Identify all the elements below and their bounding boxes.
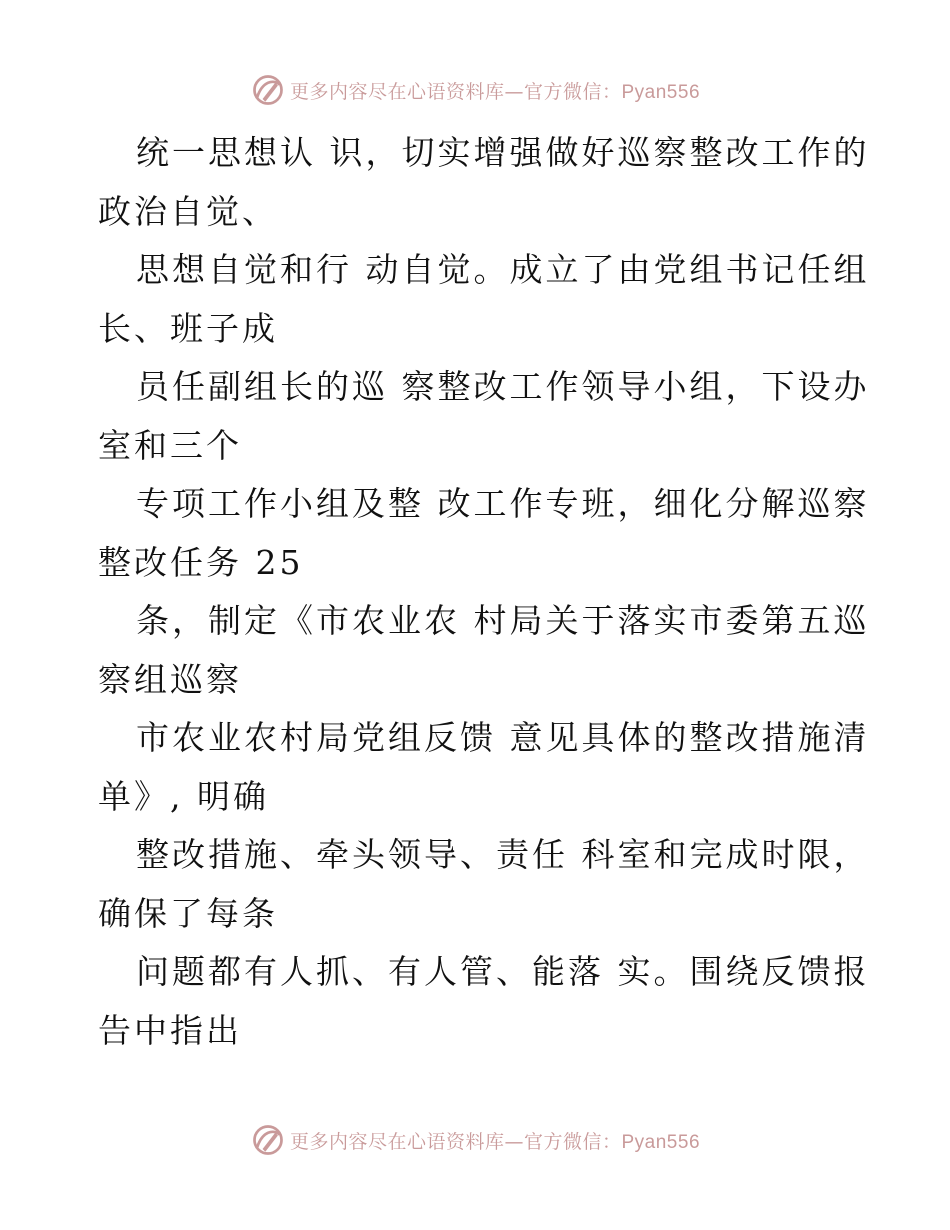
document-body (98, 124, 870, 1060)
watermark-code: Pyan556 (621, 1131, 701, 1153)
paragraph-line: 专项工作小组及整 改工作专班，细化分解巡察 (136, 484, 870, 523)
paragraph-line: 员任副组长的巡 察整改工作领导小组，下设办 (136, 367, 870, 406)
paragraph-line: 室和三个 (98, 425, 242, 465)
footer-watermark (0, 1122, 950, 1158)
pen-swirl-logo-icon (250, 1122, 286, 1158)
paragraph-line: 长、班子成 (98, 308, 278, 348)
paragraph-line: 条，制定《市农业农 村局关于落实市委第五巡 (136, 601, 870, 640)
paragraph-line: 政治自觉、 (98, 191, 278, 231)
paragraph-line: 告中指出 (98, 1010, 242, 1050)
paragraph-line: 确保了每条 (98, 893, 278, 933)
pen-swirl-logo-icon (250, 72, 286, 108)
watermark-code: Pyan556 (621, 81, 701, 103)
watermark-text: 更多内容尽在心语资料库—官方微信：Pyan556 (289, 1130, 701, 1153)
paragraph-line: 单》, 明确 (98, 776, 269, 816)
header-watermark (0, 72, 950, 108)
paragraph-line: 统一思想认 识，切实增强做好巡察整改工作的 (136, 133, 870, 172)
paragraph-line: 市农业农村局党组反馈 意见具体的整改措施清 (136, 718, 870, 757)
watermark-text: 更多内容尽在心语资料库—官方微信：Pyan556 (289, 80, 701, 103)
paragraph-line: 整改措施、牵头领导、责任 科室和完成时限， (136, 835, 870, 874)
paragraph-line: 整改任务 25 (98, 542, 304, 582)
paragraph-line: 思想自觉和行 动自觉。成立了由党组书记任组 (136, 250, 870, 289)
paragraph-line: 察组巡察 (98, 659, 242, 699)
paragraph-line: 问题都有人抓、有人管、能落 实。围绕反馈报 (136, 952, 870, 991)
